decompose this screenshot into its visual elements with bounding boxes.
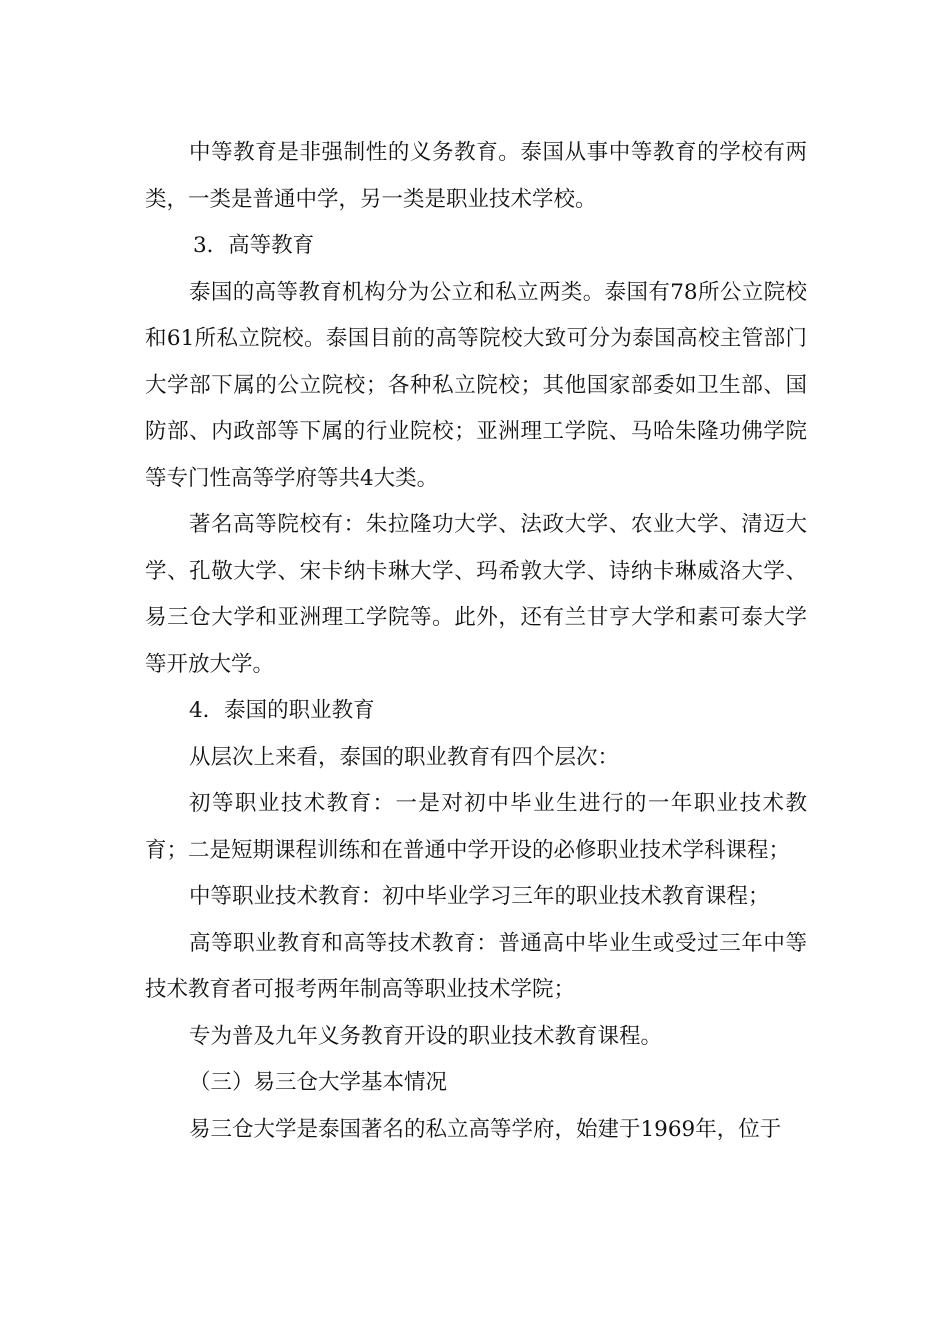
paragraph-famous-universities: 著名高等院校有：朱拉隆功大学、法政大学、农业大学、清迈大学、孔敬大学、宋卡纳卡琳大学、玛希敦大学、诗纳卡琳威洛大学、易三仓大学和亚洲理工学院等。此外，还有兰甘亨大学和素可泰大学等开放大学。 — [145, 512, 807, 677]
heading-higher-education: 3．高等教育 — [193, 233, 315, 258]
paragraph-assumption-university-intro: 易三仓大学是泰国著名的私立高等学府，始建于1969年，位于 — [189, 1116, 782, 1142]
paragraph-compulsory-vocational: 专为普及九年义务教育开设的职业技术教育课程。 — [189, 1023, 663, 1049]
paragraph-secondary-vocational: 中等职业技术教育：初中毕业学习三年的职业技术教育课程； — [189, 884, 770, 909]
paragraph-vocational-levels-intro: 从层次上来看，泰国的职业教育有四个层次： — [189, 744, 620, 770]
paragraph-secondary-education: 中等教育是非强制性的义务教育。泰国从事中等教育的学校有两类，一类是普通中学，另一类是职业技术学校。 — [145, 140, 807, 212]
heading-assumption-university: （三）易三仓大学基本情况 — [189, 1070, 448, 1095]
heading-vocational-education: 4．泰国的职业教育 — [189, 698, 375, 723]
document-body — [145, 130, 807, 1153]
paragraph-higher-education-institutions: 泰国的高等教育机构分为公立和私立两类。泰国有78所公立院校和61所私立院校。泰国目前的高等院校大致可分为泰国高校主管部门大学部下属的公立院校；各种私立院校；其他国家部委如卫生部、国防部、内政部等下属的行业院校；亚洲理工学院、马哈朱隆功佛学院等专门性高等学府等共4大类。 — [145, 279, 807, 491]
paragraph-higher-vocational: 高等职业教育和高等技术教育：普通高中毕业生或受过三年中等技术教育者可报考两年制高等职业技术学院； — [145, 930, 807, 1002]
paragraph-primary-vocational: 初等职业技术教育：一是对初中毕业生进行的一年职业技术教育；二是短期课程训练和在普通中学开设的必修职业技术学科课程； — [145, 791, 807, 863]
